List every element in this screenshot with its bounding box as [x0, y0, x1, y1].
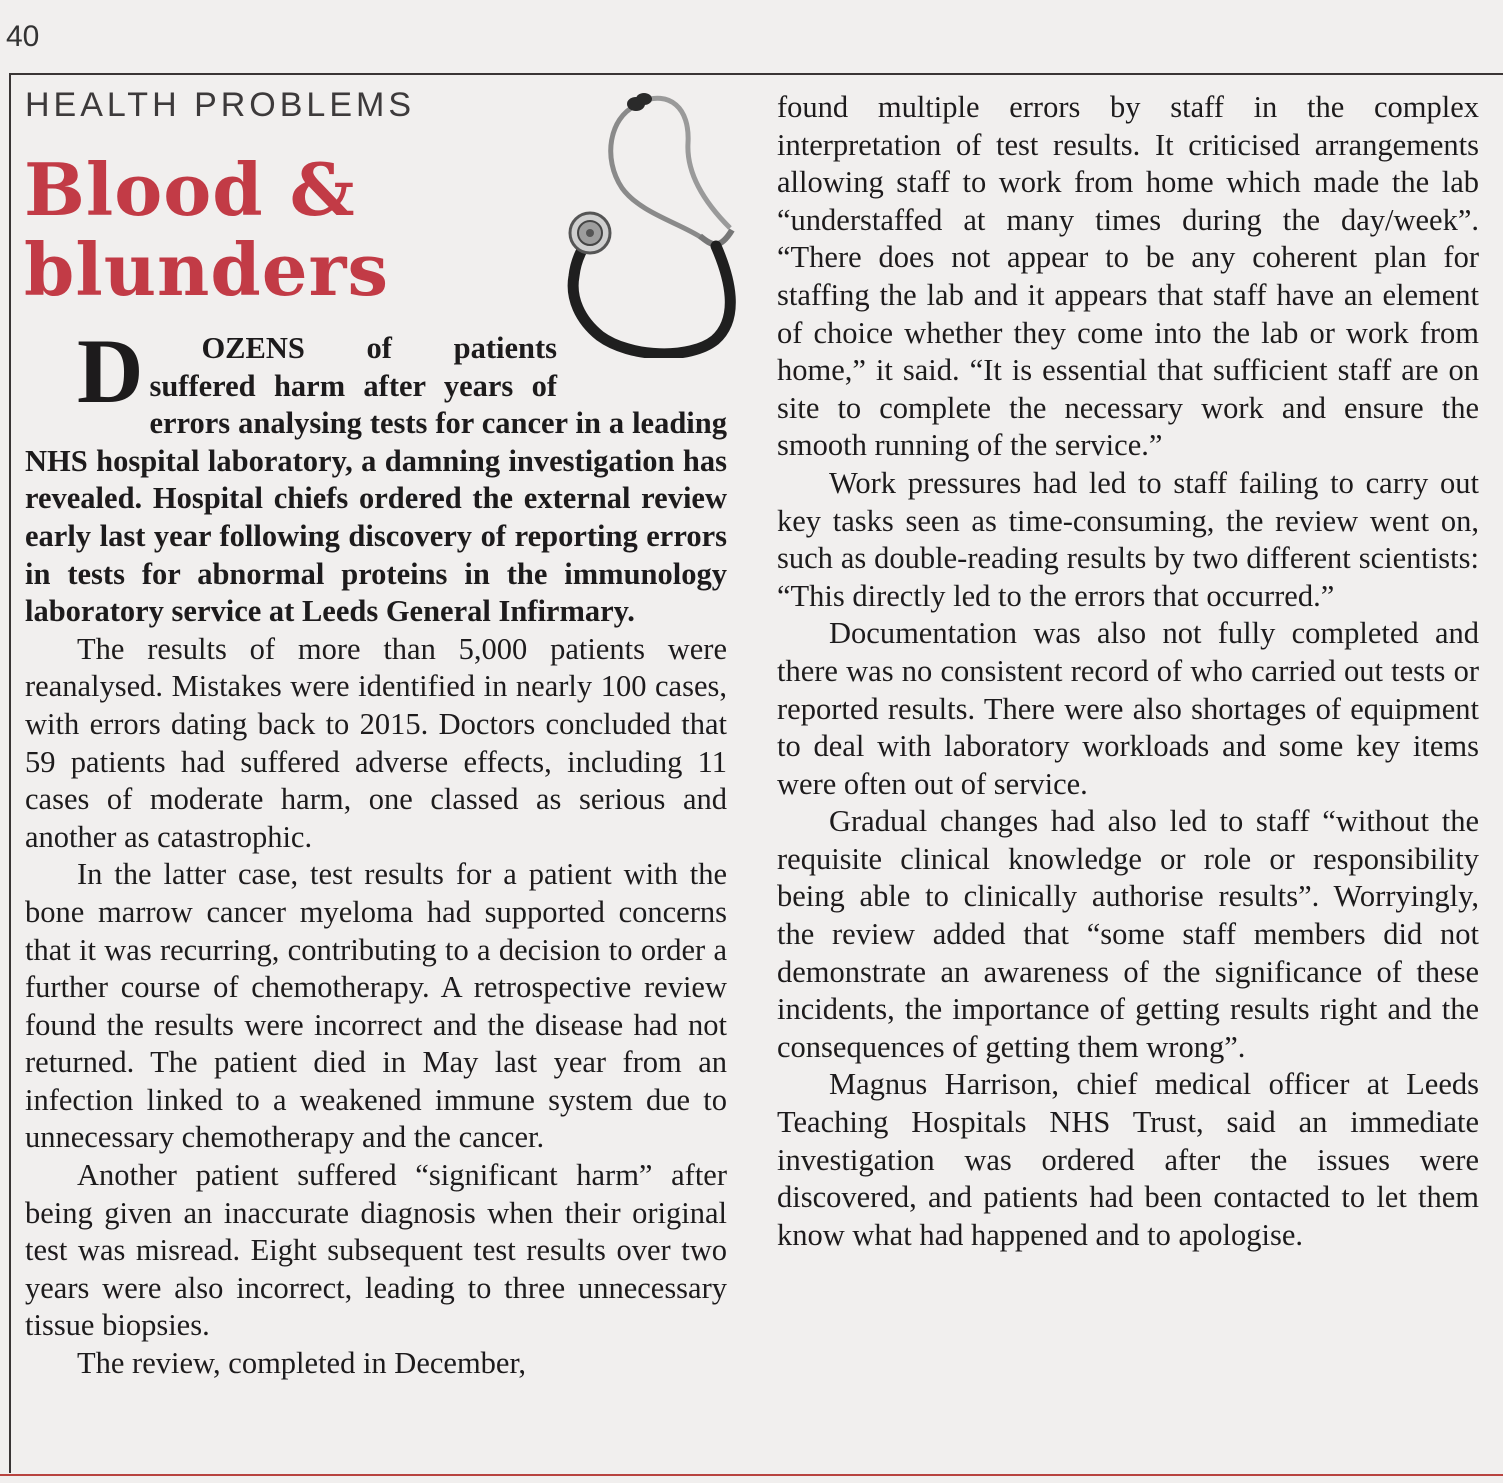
standfirst-text: OZENS of patients suffered harm after years of errors analysing tests for cancer in a leading NHS hospital laboratory, a damning investigation has revealed. Hospital chiefs ordered the external review early last year following discovery of reporting errors in tests for abnormal proteins in the immunology laboratory service at Leeds General Infirmary.	[25, 331, 727, 629]
left-column	[25, 320, 727, 1383]
body-paragraph: Magnus Harrison, chief medical officer at Leeds Teaching Hospitals NHS Trust, said an immediate investigation was ordered after the issues were discovered, and patients had been contacted to let them know what had happened and to apologise.	[777, 1067, 1479, 1252]
body-paragraph: Work pressures had led to staff failing to carry out key tasks seen as time-consuming, the review went on, such as double-reading results by two different scientists: “This directly led to the errors that occurred.”	[777, 465, 1479, 613]
body-paragraph: Another patient suffered “significant harm” after being given an inaccurate diagnosis when their original test was misread. Eight subsequent test results over two years were also incorrect, leading to three unnecessary tissue biopsies.	[25, 1158, 727, 1343]
page-number: 40	[6, 20, 40, 53]
illustration-wrap	[557, 330, 727, 405]
drop-cap: D	[77, 320, 144, 422]
body-paragraph-continued: found multiple errors by staff in the complex interpretation of test results. It criticised arrangements allowing staff to work from home which made the lab “understaffed at many times during the day/week”. “There does not appear to be any coherent plan for staffing the lab and it appears that staff have an element of choice whether they come into the lab or work from home,” it said. “It is essential that sufficient staff are on site to complete the necessary work and ensure the smooth running of the service.”	[777, 90, 1479, 463]
body-paragraph: The review, completed in December,	[77, 1346, 527, 1381]
body-paragraph: The results of more than 5,000 patients were reanalysed. Mistakes were identified in nearly 100 cases, with errors dating back to 2015. Doctors concluded that 59 patients had suffered adverse effects, including 11 cases of moderate harm, one classed as serious and another as catastrophic.	[25, 631, 727, 854]
body-paragraph: In the latter case, test results for a patient with the bone marrow cancer myeloma had supported concerns that it was recurring, contributing to a decision to order a further course of chemotherapy. A retrospective review found the results were incorrect and the disease had not returned. The patient died in May last year from an infection linked to a weakened immune system due to unnecessary chemotherapy and the cancer.	[25, 857, 727, 1155]
stethoscope-icon	[540, 78, 780, 358]
body-paragraph: Gradual changes had also led to staff “without the requisite clinical knowledge or role or responsibility being able to clinically authorise results”. Worryingly, the review added that “some staff members did not demonstrate an awareness of the significance of these incidents, the importance of getting results right and the consequences of getting them wrong”.	[777, 804, 1479, 1064]
headline-line-1: Blood &	[24, 147, 356, 232]
section-kicker: HEALTH PROBLEMS	[25, 86, 416, 124]
right-column	[777, 89, 1479, 1254]
headline-line-2: blunders	[24, 227, 390, 312]
bottom-rule	[0, 1474, 1503, 1476]
headline	[24, 147, 564, 312]
body-paragraph: Documentation was also not fully completed and there was no consistent record of who carried out tests or reported results. There were also shortages of equipment to deal with laboratory workloads and some key items were often out of service.	[777, 616, 1479, 801]
